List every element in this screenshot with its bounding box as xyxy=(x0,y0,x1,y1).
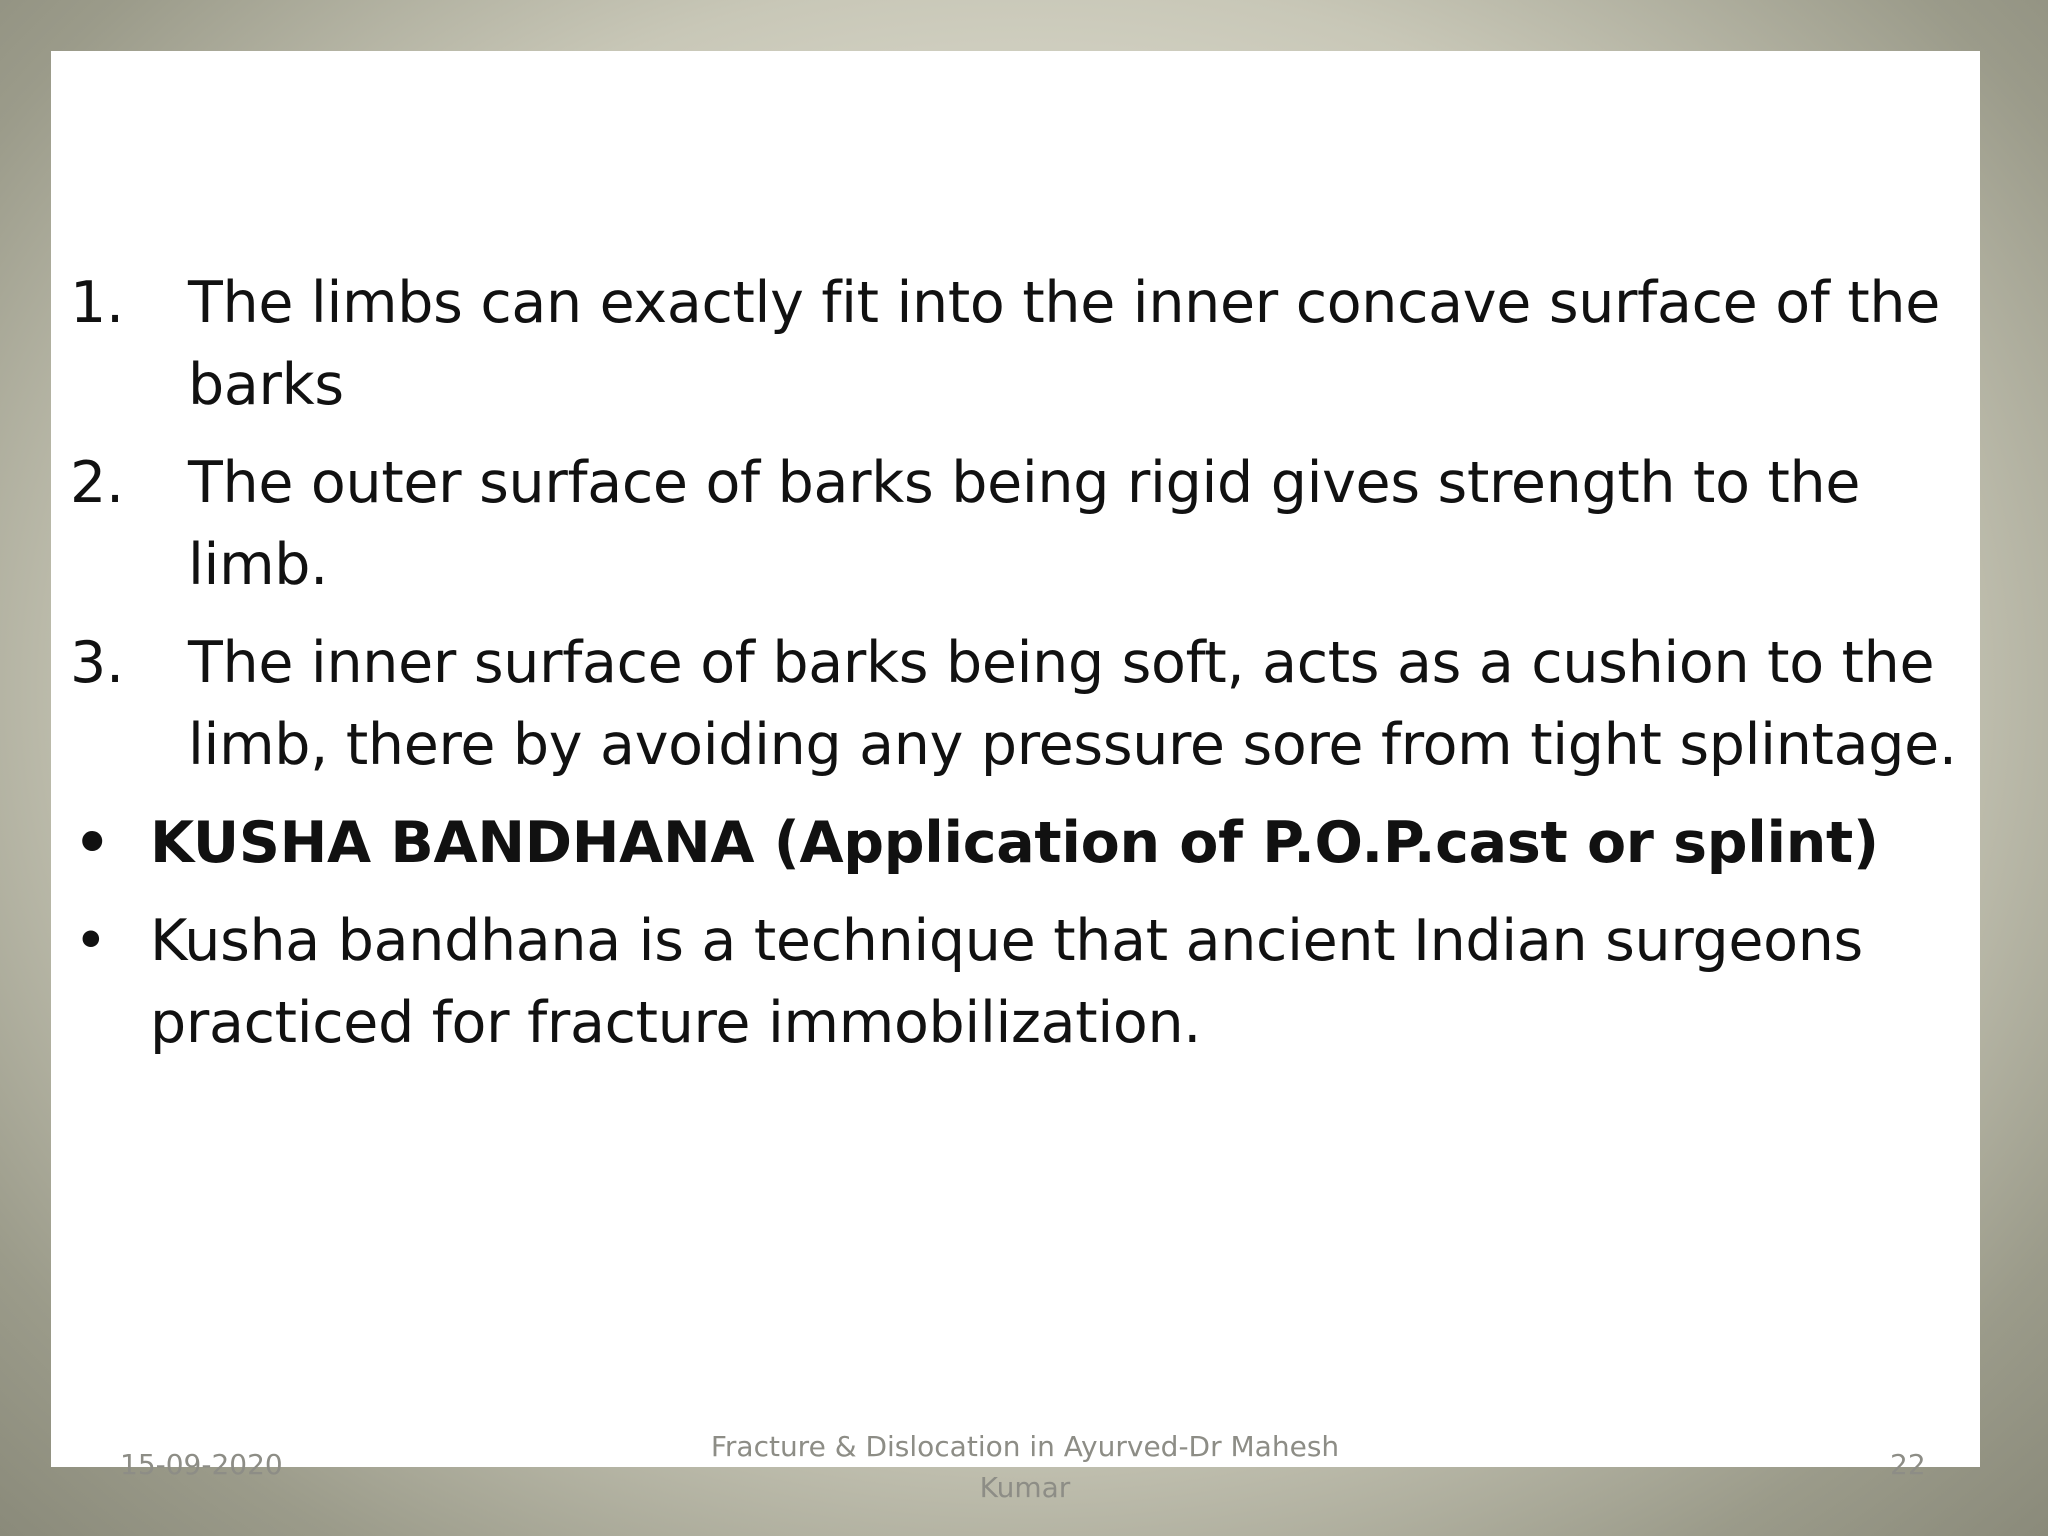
list-item xyxy=(70,442,1970,606)
heading-text: KUSHA BANDHANA (Application of P.O.P.cast or splint) xyxy=(150,810,1879,876)
bullet-marker: • xyxy=(74,908,108,974)
slide-content xyxy=(70,262,1970,1080)
list-item-text: The limbs can exactly fit into the inner concave surface of the barks xyxy=(188,270,1940,418)
list-marker: 3. xyxy=(70,630,124,696)
bullet-text: Kusha bandhana is a technique that ancient Indian surgeons practiced for fracture immobilization. xyxy=(150,908,1863,1056)
list-item-text: The outer surface of barks being rigid gives strength to the limb. xyxy=(188,450,1861,598)
list-item-text: The inner surface of barks being soft, acts as a cushion to the limb, there by avoiding any pressure sore from tight splintage. xyxy=(188,630,1957,778)
list-item xyxy=(70,622,1970,786)
footer-date: 15-09-2020 xyxy=(120,1448,283,1481)
footer-page-number: 22 xyxy=(1890,1448,1926,1481)
list-item xyxy=(70,262,1970,426)
footer-title: Fracture & Dislocation in Ayurved-Dr Mahesh Kumar xyxy=(710,1430,1340,1504)
list-marker: 1. xyxy=(70,270,124,336)
heading-bullet xyxy=(70,802,1970,884)
list-marker: 2. xyxy=(70,450,124,516)
bullet-item xyxy=(70,900,1970,1064)
bullet-marker: • xyxy=(74,810,111,876)
